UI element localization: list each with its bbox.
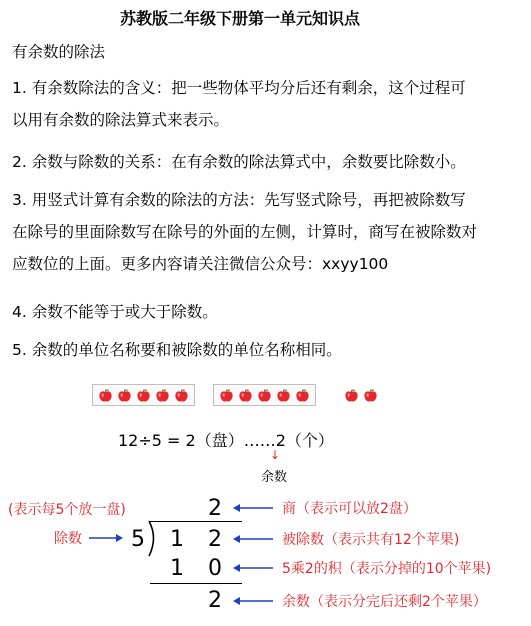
equation-main: 12÷5 = 2（盘）…… bbox=[118, 431, 276, 450]
dividend-ones-digit: 2 bbox=[208, 527, 222, 552]
point-3-line-3: 应数位的上面。更多内容请关注微信公众号：xxyy100 bbox=[12, 255, 389, 273]
note-quotient: 商（表示可以放2盘） bbox=[282, 501, 417, 517]
equation-remainder: 2 bbox=[275, 431, 286, 450]
section-heading: 有余数的除法 bbox=[12, 43, 106, 61]
arrow-down-icon: ↓ bbox=[270, 448, 281, 462]
apple-icon bbox=[117, 388, 132, 402]
point-4-line-1: 4. 余数不能等于或大于除数。 bbox=[12, 303, 218, 321]
equation-unit: （个） bbox=[285, 431, 334, 450]
division-equation bbox=[118, 428, 334, 451]
point-1 bbox=[12, 72, 522, 136]
point-3-line-1: 3. 用竖式计算有余数的除法的方法：先写竖式除号，再把被除数写 bbox=[12, 191, 466, 209]
apple-icon bbox=[155, 388, 170, 402]
division-bracket bbox=[146, 520, 160, 558]
apple-icon bbox=[136, 388, 151, 402]
apple-icon bbox=[174, 388, 189, 402]
point-2 bbox=[12, 146, 522, 178]
divisor-digit: 5 bbox=[131, 527, 145, 552]
apple-icon bbox=[363, 388, 378, 402]
point-3 bbox=[12, 184, 522, 280]
product-tens-digit: 1 bbox=[170, 556, 184, 581]
arrow-left-icon bbox=[232, 562, 274, 574]
arrow-left-icon bbox=[232, 595, 274, 607]
note-product: 5乘2的积（表示分掉的10个苹果) bbox=[282, 561, 492, 577]
point-3-line-2: 在除号的里面除数写在除号的外面的左侧，计算时，商写在被除数对 bbox=[12, 223, 478, 241]
division-bar bbox=[150, 521, 242, 522]
apple-icon bbox=[344, 388, 359, 402]
subtraction-bar bbox=[150, 583, 242, 584]
point-1-line-2: 以用有余数的除法算式来表示。 bbox=[12, 111, 230, 129]
point-4 bbox=[12, 296, 522, 328]
apple-icon bbox=[219, 388, 234, 402]
note-divisor: 除数 bbox=[54, 531, 82, 547]
arrow-left-icon bbox=[232, 502, 274, 514]
apple-icon bbox=[295, 388, 310, 402]
product-ones-digit: 0 bbox=[208, 556, 222, 581]
point-5 bbox=[12, 334, 522, 366]
note-remainder: 余数（表示分完后还剩2个苹果） bbox=[282, 594, 487, 610]
apple-icon bbox=[257, 388, 272, 402]
point-2-line-1: 2. 余数与除数的关系：在有余数的除法算式中，余数要比除数小。 bbox=[12, 153, 466, 171]
arrow-left-icon bbox=[232, 533, 274, 545]
arrow-right-icon bbox=[88, 532, 124, 544]
apple-icon bbox=[276, 388, 291, 402]
quotient-digit: 2 bbox=[208, 496, 222, 521]
point-1-line-1: 1. 有余数除法的含义：把一些物体平均分后还有剩余，这个过程可 bbox=[12, 79, 466, 97]
remainder-label: 余数 bbox=[261, 470, 288, 485]
apple-icon bbox=[98, 388, 113, 402]
apple-plate-1 bbox=[92, 384, 195, 406]
apple-plate-2 bbox=[213, 384, 316, 406]
remainder-digit: 2 bbox=[208, 588, 222, 613]
apple-icon bbox=[238, 388, 253, 402]
note-plate: (表示每5个放一盘) bbox=[8, 502, 126, 518]
remaining-apples bbox=[342, 384, 380, 406]
point-5-line-1: 5. 余数的单位名称要和被除数的单位名称相同。 bbox=[12, 341, 342, 359]
page-title: 苏教版二年级下册第一单元知识点 bbox=[119, 9, 360, 28]
dividend-tens-digit: 1 bbox=[170, 527, 184, 552]
note-dividend: 被除数（表示共有12个苹果) bbox=[282, 532, 460, 548]
